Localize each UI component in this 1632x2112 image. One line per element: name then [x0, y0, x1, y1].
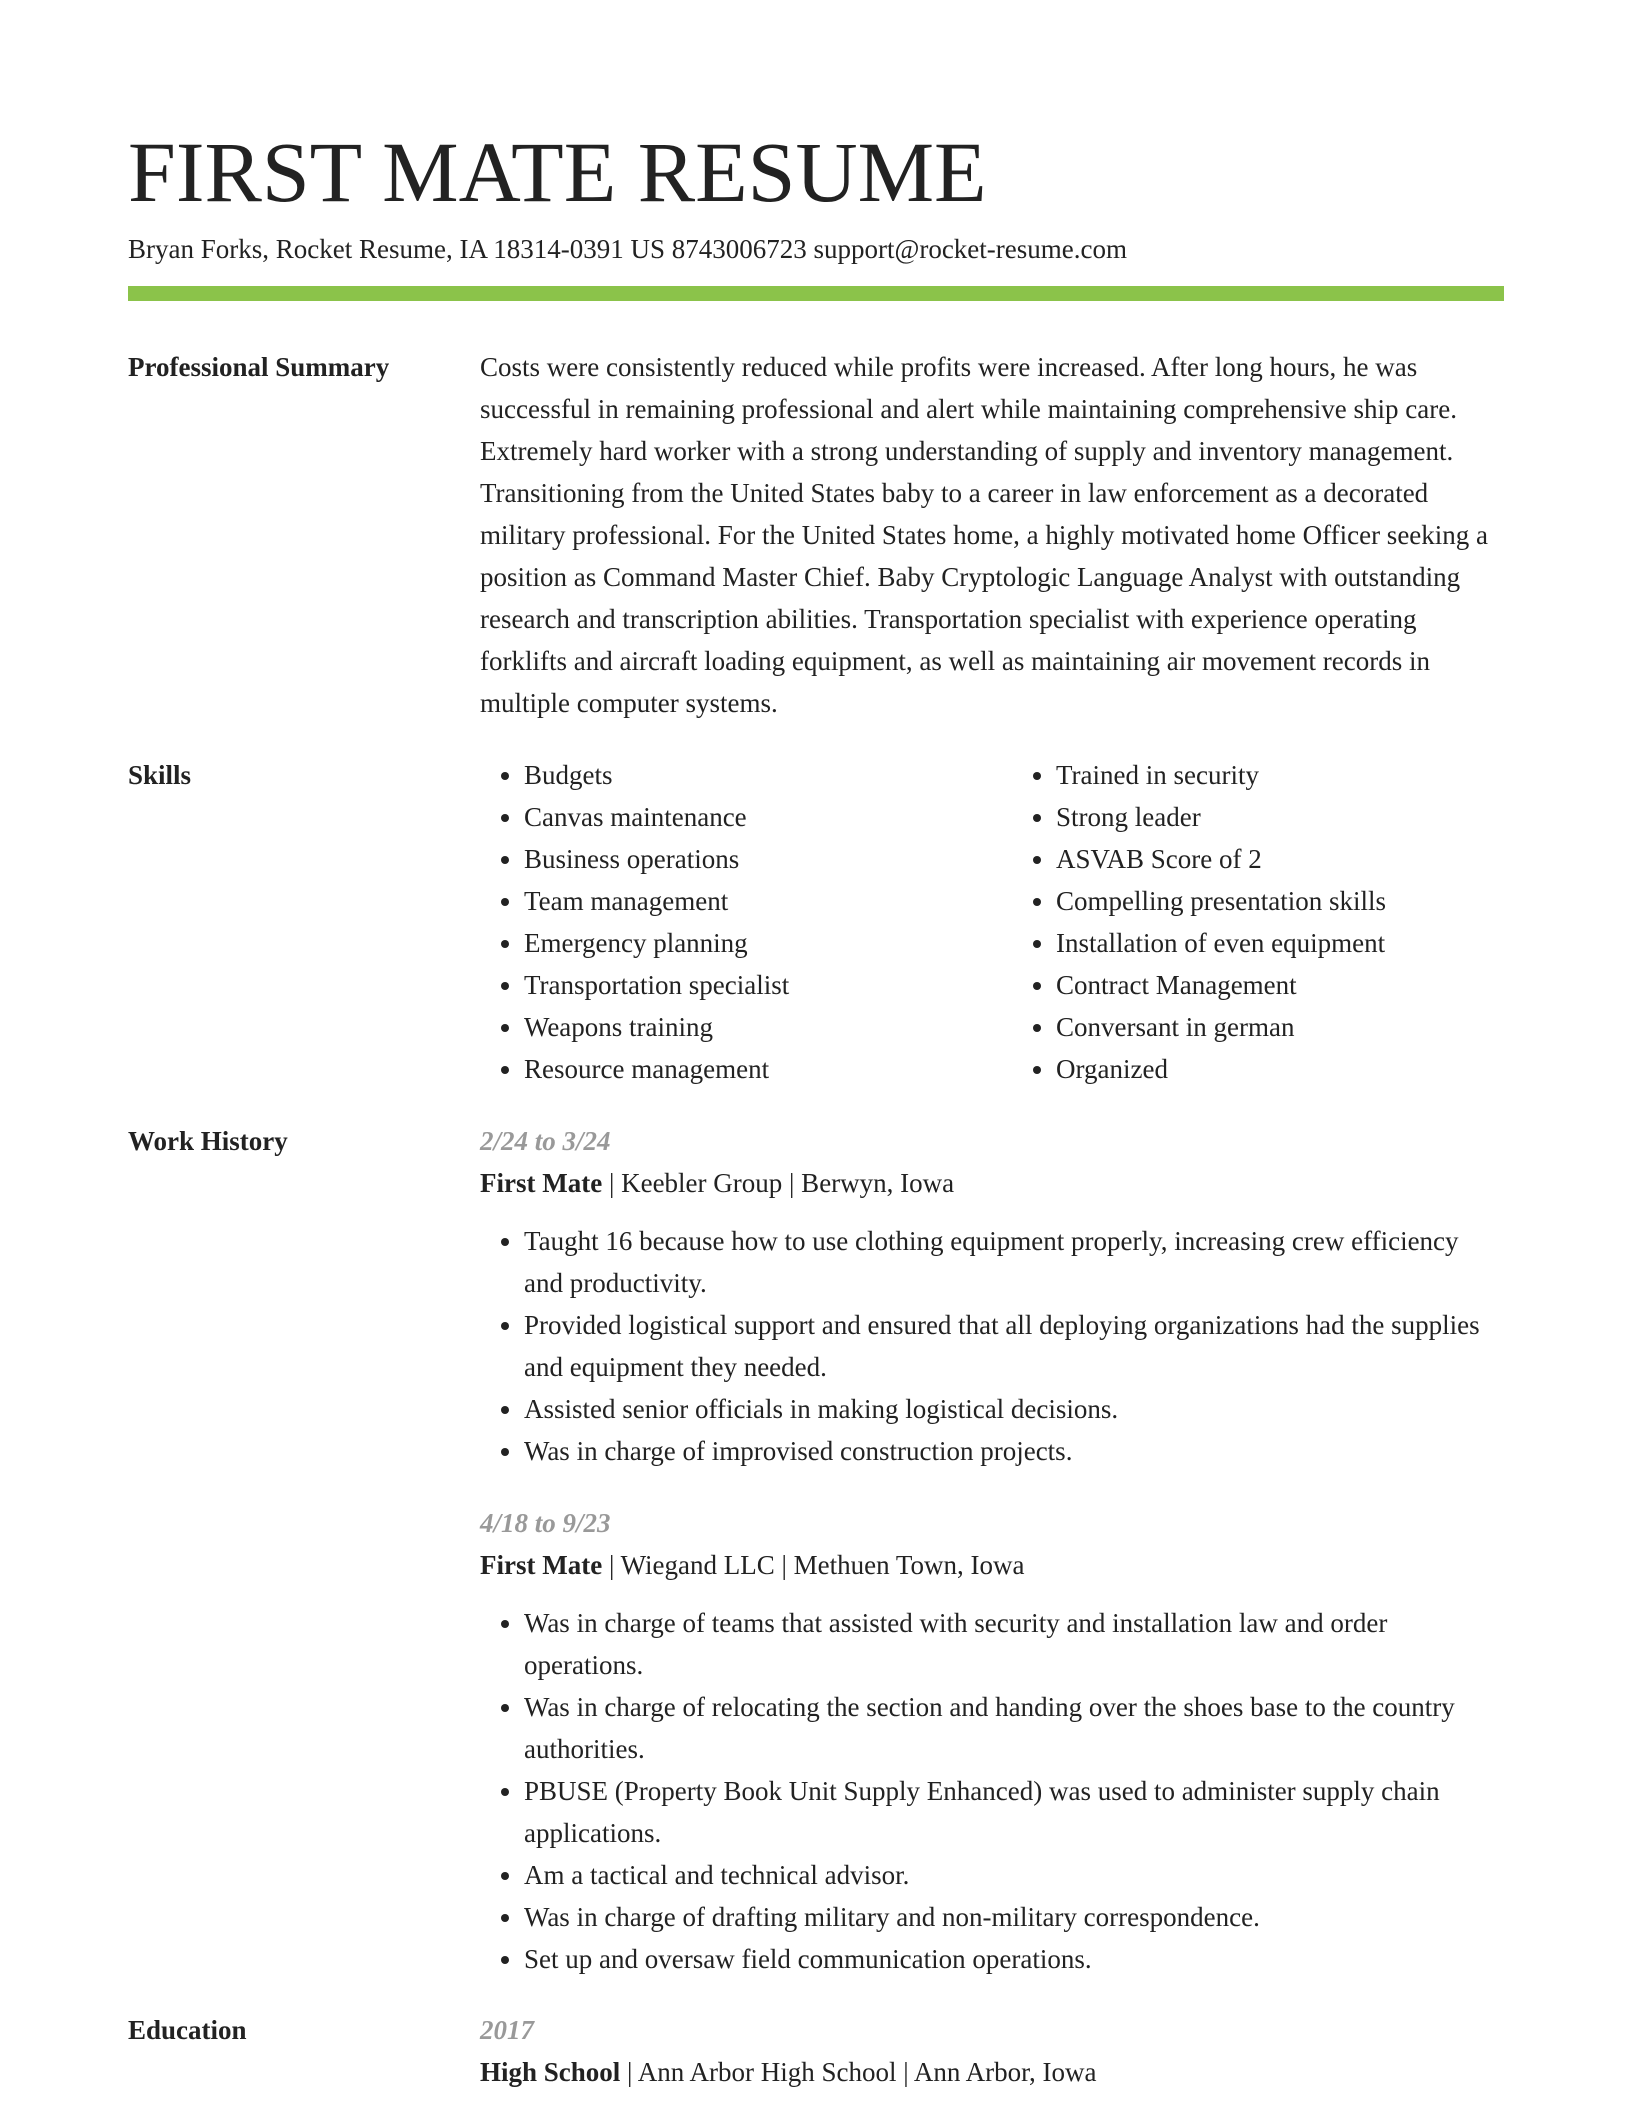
job-bullet: • PBUSE (Property Book Unit Supply Enhanced) was used to administer supply chain applications.: [524, 1770, 1504, 1854]
job-bullets: [480, 1602, 1504, 1980]
skill-item: • Installation of even equipment: [1056, 922, 1504, 964]
job-dates: 2/24 to 3/24: [480, 1126, 611, 1156]
job-details: | Keebler Group | Berwyn, Iowa: [602, 1168, 955, 1198]
skill-item: • Strong leader: [1056, 796, 1504, 838]
skill-item: • Emergency planning: [524, 922, 972, 964]
skill-item: • Business operations: [524, 838, 972, 880]
skills-body: [480, 754, 1504, 1090]
summary-heading: Professional Summary: [128, 352, 390, 382]
job-bullet: • Provided logistical support and ensured that all deploying organizations had the supplies and equipment they needed.: [524, 1304, 1504, 1388]
education-heading: Education: [128, 2015, 247, 2045]
education-details: | Ann Arbor High School | Ann Arbor, Iowa: [620, 2057, 1097, 2087]
skill-item: • Canvas maintenance: [524, 796, 972, 838]
skill-item: • Organized: [1056, 1048, 1504, 1090]
summary-text: Costs were consistently reduced while profits were increased. After long hours, he was successful in remaining professional and alert while maintaining comprehensive ship care. Extremely hard worker with a strong understanding of supply and inventory management. Transitioning from the United States baby to a career in law enforcement as a decorated military professional. For the United States home, a highly motivated home Officer seeking a position as Command Master Chief. Baby Cryptologic Language Analyst with outstanding research and transcription abilities. Transportation specialist with experience operating forklifts and aircraft loading equipment, as well as maintaining air movement records in multiple computer systems.: [480, 352, 1489, 718]
job-dates: 4/18 to 9/23: [480, 1508, 611, 1538]
skill-item: • Transportation specialist: [524, 964, 972, 1006]
education-body: [480, 2009, 1504, 2093]
job-bullet: • Was in charge of relocating the section and handing over the shoes base to the country authorities.: [524, 1686, 1504, 1770]
job-bullet: • Was in charge of teams that assisted with security and installation law and order operations.: [524, 1602, 1504, 1686]
job-line: [480, 1544, 1504, 1586]
skill-item: • Team management: [524, 880, 972, 922]
job-title: First Mate: [480, 1550, 603, 1580]
job-bullet: • Assisted senior officials in making logistical decisions.: [524, 1388, 1504, 1430]
skill-item: • Resource management: [524, 1048, 972, 1090]
skills-list-right: [1012, 754, 1504, 1090]
accent-divider: [128, 286, 1504, 301]
resume-title: FIRST MATE RESUME: [128, 124, 987, 220]
skill-item: • Budgets: [524, 754, 972, 796]
job-bullet: • Am a tactical and technical advisor.: [524, 1854, 1504, 1896]
education-year: 2017: [480, 2015, 534, 2045]
contact-line: Bryan Forks, Rocket Resume, IA 18314-0391 US 8743006723 support@rocket-resume.com: [128, 234, 1127, 264]
skill-item: • Compelling presentation skills: [1056, 880, 1504, 922]
job-bullet: • Was in charge of improvised construction projects.: [524, 1430, 1504, 1472]
job-line: [480, 1162, 1504, 1204]
skills-heading: Skills: [128, 760, 192, 790]
summary-body: [480, 346, 1504, 724]
job-title: First Mate: [480, 1168, 603, 1198]
job-bullets: [480, 1220, 1504, 1472]
education-line: [480, 2051, 1504, 2093]
job-bullet: • Was in charge of drafting military and non-military correspondence.: [524, 1896, 1504, 1938]
skill-item: • Contract Management: [1056, 964, 1504, 1006]
skills-list-left: [480, 754, 972, 1090]
job-bullet: • Taught 16 because how to use clothing equipment properly, increasing crew efficiency and productivity.: [524, 1220, 1504, 1304]
skill-item: • ASVAB Score of 2: [1056, 838, 1504, 880]
education-degree: High School: [480, 2057, 621, 2087]
work-body: [480, 1120, 1504, 2010]
skill-item: • Trained in security: [1056, 754, 1504, 796]
job-entry: [480, 1502, 1504, 1980]
job-bullet: • Set up and oversaw field communication operations.: [524, 1938, 1504, 1980]
job-details: | Wiegand LLC | Methuen Town, Iowa: [602, 1550, 1025, 1580]
work-heading: Work History: [128, 1126, 288, 1156]
skill-item: • Weapons training: [524, 1006, 972, 1048]
job-entry: [480, 1120, 1504, 1472]
skill-item: • Conversant in german: [1056, 1006, 1504, 1048]
